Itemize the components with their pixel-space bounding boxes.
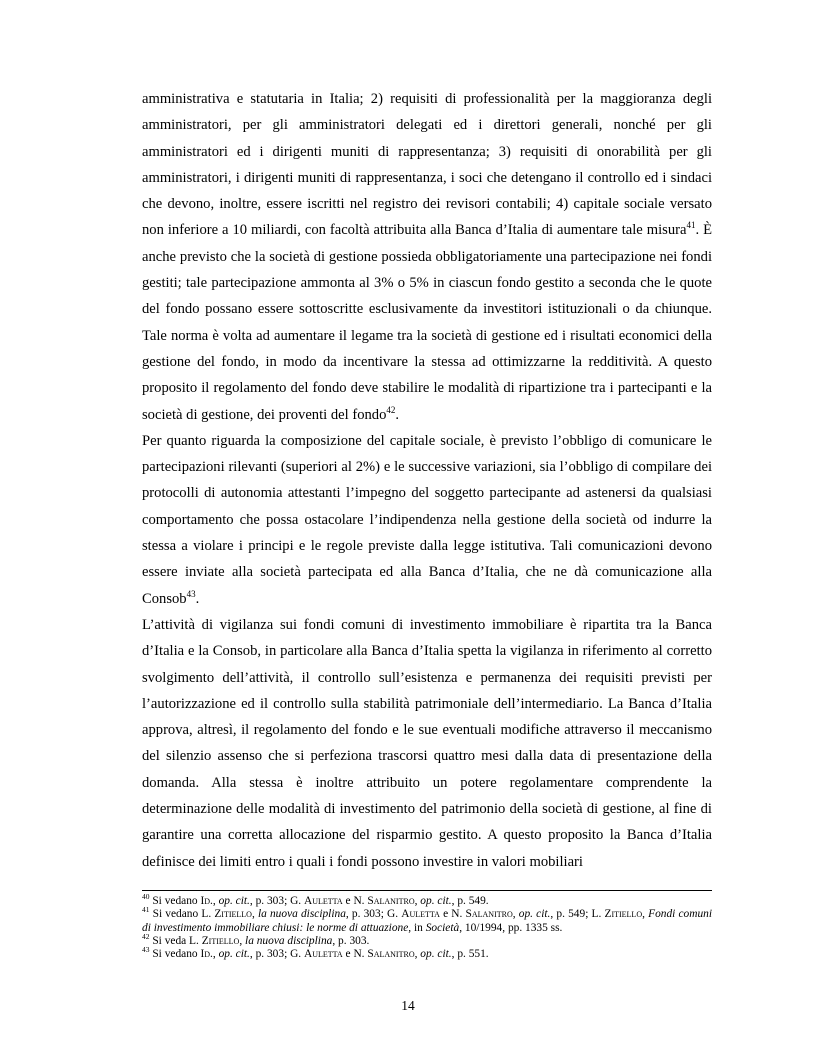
body-text xyxy=(142,86,712,875)
page-number: 14 xyxy=(401,998,415,1013)
footnotes xyxy=(142,892,713,961)
paragraph-3: L’attività di vigilanza sui fondi comuni di investimento immobiliare è ripartita tra la Banca d’Italia e la Consob, in particolare alla Banca d’Italia spetta la vigilanza in riferimento al corretto svolgimento dell’attività, il controllo sull’esistenza e permanenza dei requisiti previsti per l’autorizzazione ed il controllo sulla stabilità patrimoniale dell’intermediario. La Banca d’Italia approva, altresì, il regolamento del fondo e le sue eventuali modifiche attraverso il meccanismo del silenzio assenso che si perfeziona trascorsi quattro mesi dalla data di presentazione della domanda. Alla stessa è inoltre attribuito un potere regolamentare comprendente la determinazione delle modalità di investimento del patrimonio della società di gestione, al fine di garantire una corretta allocazione del risparmio gestito. A questo proposito la Banca d’Italia definisce dei limiti entro i quali i fondi possono investire in valori mobiliari xyxy=(142,616,712,870)
footnote-41: $^{41}$ Si vedano L. Zitiello, la nuova disciplina, p. 303; G. Auletta e N. Salanitro, op. cit., p. 549; L. Zitiello, Fondi comuni di investimento immobiliare chiusi: le norme di attuazione, in Società, 10/1994, pp. 1335 ss. xyxy=(142,905,713,934)
footnote-42: $^{42}$ Si veda L. Zitiello, la nuova disciplina, p. 303. xyxy=(142,932,370,947)
footnote-divider xyxy=(142,890,712,891)
footnote-ref-41: 41 xyxy=(686,220,696,231)
footnote-40: $^{40}$ Si vedano Id., op. cit., p. 303; G. Auletta e N. Salanitro, op. cit., p. 549. xyxy=(142,892,489,907)
footnote-ref-42: 42 xyxy=(386,404,396,415)
paragraph-1: amministrativa e statutaria in Italia; 2) requisiti di professionalità per la maggioranza degli amministratori, per gli amministratori delegati ed i direttori generali, nonché per gli amministratori ed i dirigenti muniti di rappresentanza; 3) requisiti di onorabilità per gli amministratori, i dirigenti muniti di rappresentanza, i soci che detengano il controllo ed i sindaci che devono, inoltre, essere iscritti nel registro dei revisori contabili; 4) capitale sociale versato non inferiore a 10 miliardi, con facoltà attribuita alla Banca d’Italia di aumentare tale misura$^{41}$. È anche previsto che la società di gestione possieda obbligatoriamente una partecipazione nei fondi gestiti; tale partecipazione ammonta al 3% o 5% in ciascun fondo gestito a seconda che le quote del fondo possano essere sottoscritte esclusivamente da investitori istituzionali o da chiunque. Tale norma è volta ad aumentare il legame tra la società di gestione ed i risultati economici della gestione del fondo, in modo da incentivare la stessa ad ottimizzarne la redditività. A questo proposito il regolamento del fondo deve stabilire le modalità di ripartizione tra i partecipanti e la società di gestione, dei proventi del fondo$^{42}$. xyxy=(142,91,712,423)
footnote-43: $^{43}$ Si vedano Id., op. cit., p. 303; G. Auletta e N. Salanitro, op. cit., p. 551. xyxy=(142,945,489,961)
paragraph-2: Per quanto riguarda la composizione del capitale sociale, è previsto l’obbligo di comunicare le partecipazioni rilevanti (superiori al 2%) e le successive variazioni, sia l’obbligo di compilare dei protocolli di autonomia attestanti l’impegno del soggetto partecipante ad astenersi da qualsiasi comportamento che possa ostacolare l’indipendenza nella gestione della società od indurre la stessa a violare i principi e le regole previste dalla legge istitutiva. Tali comunicazioni devono essere inviate alla società partecipata ed alla Banca d’Italia, che ne dà comunicazione alla Consob$^{43}$. xyxy=(142,432,712,607)
footnote-ref-43: 43 xyxy=(186,588,196,599)
